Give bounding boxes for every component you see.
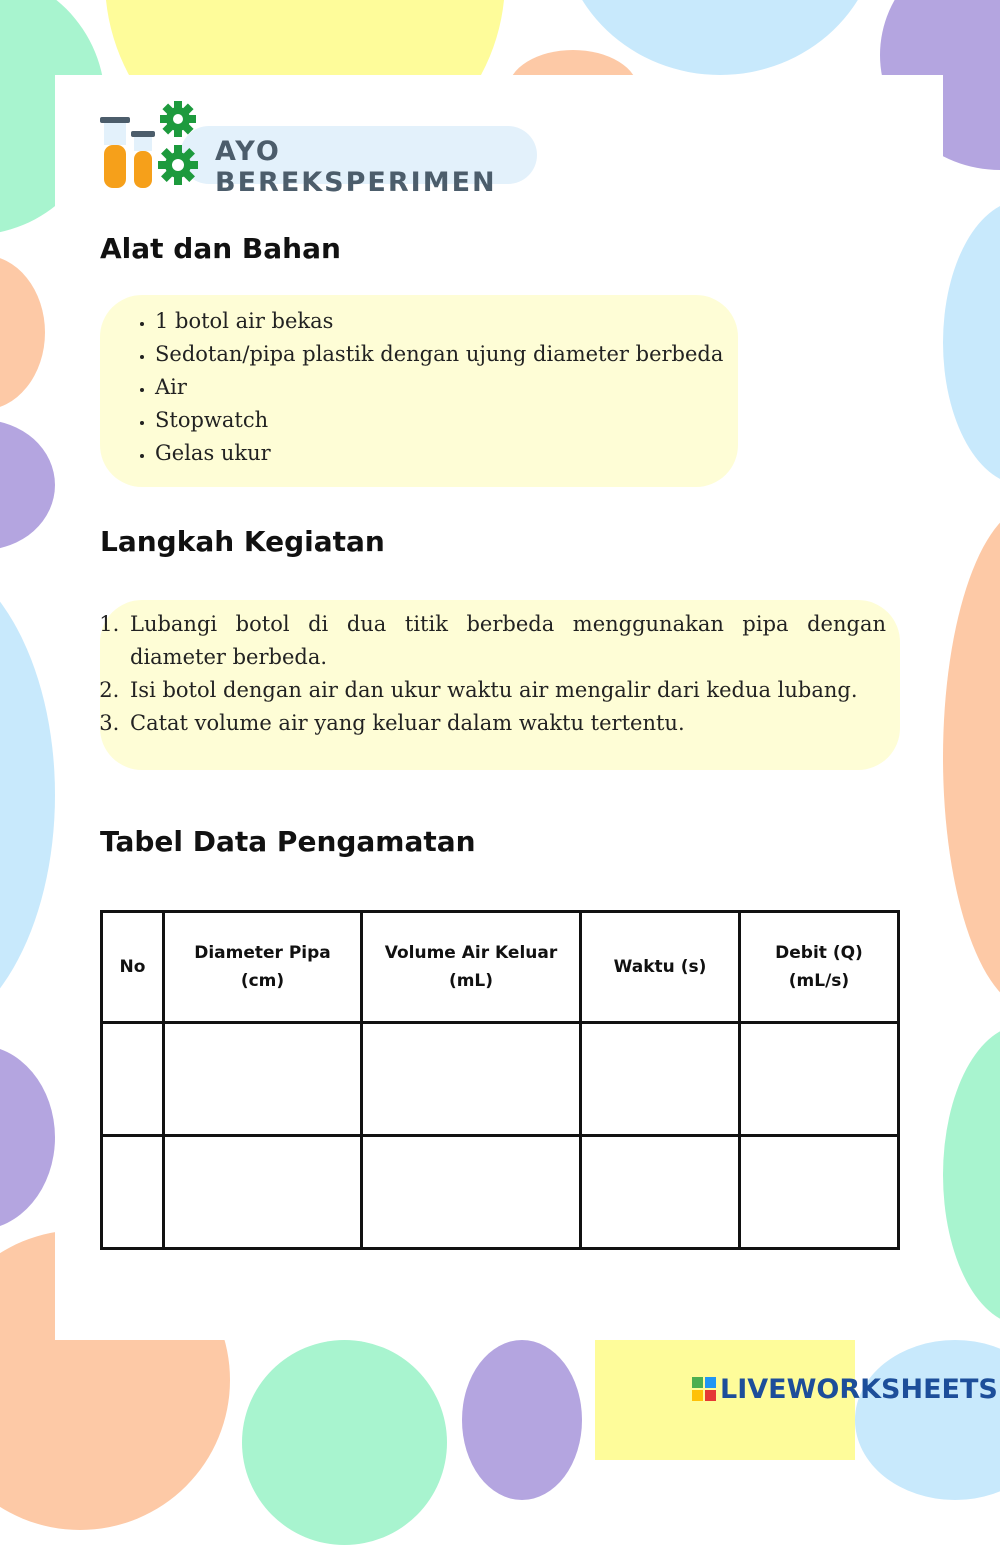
table-header-row xyxy=(102,912,899,1023)
table-cell[interactable] xyxy=(362,1136,581,1249)
list-item: • Gelas ukur xyxy=(155,437,738,470)
list-item: • Air xyxy=(155,371,738,404)
column-header-no: No xyxy=(102,912,164,1023)
langkah-box xyxy=(100,600,900,770)
bg-blob-peach-right xyxy=(943,505,1000,1010)
list-item: • Stopwatch xyxy=(155,404,738,437)
test-tubes-gears-icon xyxy=(100,100,210,195)
column-header-volume: Volume Air Keluar (mL) xyxy=(362,912,581,1023)
bg-blob-purple-left xyxy=(0,420,55,550)
alat-bahan-box xyxy=(100,295,738,487)
bg-blob-green-bottom xyxy=(242,1340,447,1545)
header-title: AYO BEREKSPERIMEN xyxy=(215,136,497,198)
bg-blob-purple-left-low xyxy=(0,1045,55,1230)
table-cell[interactable] xyxy=(164,1136,362,1249)
table-row xyxy=(102,1136,899,1249)
table-cell[interactable] xyxy=(362,1023,581,1136)
alat-bahan-list xyxy=(100,295,738,470)
table-cell[interactable] xyxy=(102,1023,164,1136)
langkah-list xyxy=(100,600,900,740)
list-item: 3. Catat volume air yang keluar dalam waktu tertentu. xyxy=(126,707,886,740)
table-cell[interactable] xyxy=(740,1023,899,1136)
section-heading-tabel: Tabel Data Pengamatan xyxy=(100,825,476,858)
table-cell[interactable] xyxy=(581,1023,740,1136)
liveworksheets-logo-icon xyxy=(692,1377,716,1401)
bg-blob-blue-left xyxy=(0,550,55,1040)
column-header-waktu: Waktu (s) xyxy=(581,912,740,1023)
observation-table xyxy=(100,910,900,1250)
table-cell[interactable] xyxy=(740,1136,899,1249)
table-cell[interactable] xyxy=(581,1136,740,1249)
bg-blob-purple-bottom xyxy=(462,1340,582,1500)
column-header-debit: Debit (Q) (mL/s) xyxy=(740,912,899,1023)
bg-blob-peach-left xyxy=(0,255,45,410)
header xyxy=(100,100,540,198)
list-item: • 1 botol air bekas xyxy=(155,305,738,338)
table-row xyxy=(102,1023,899,1136)
list-item: 1. Lubangi botol di dua titik berbeda menggunakan pipa dengan diameter berbeda. xyxy=(126,608,886,674)
bg-blob-blue-bottomright xyxy=(855,1340,1000,1500)
liveworksheets-brand[interactable] xyxy=(692,1372,998,1406)
section-heading-langkah: Langkah Kegiatan xyxy=(100,525,385,558)
bg-blob-green-right xyxy=(943,1025,1000,1325)
section-heading-alat-bahan: Alat dan Bahan xyxy=(100,232,341,265)
table-cell[interactable] xyxy=(102,1136,164,1249)
bg-blob-blue-right xyxy=(943,200,1000,485)
list-item: 2. Isi botol dengan air dan ukur waktu air mengalir dari kedua lubang. xyxy=(126,674,886,707)
list-item: • Sedotan/pipa plastik dengan ujung diameter berbeda xyxy=(155,338,738,371)
table-cell[interactable] xyxy=(164,1023,362,1136)
column-header-diameter: Diameter Pipa (cm) xyxy=(164,912,362,1023)
brand-text: LIVEWORKSHEETS xyxy=(720,1373,998,1405)
